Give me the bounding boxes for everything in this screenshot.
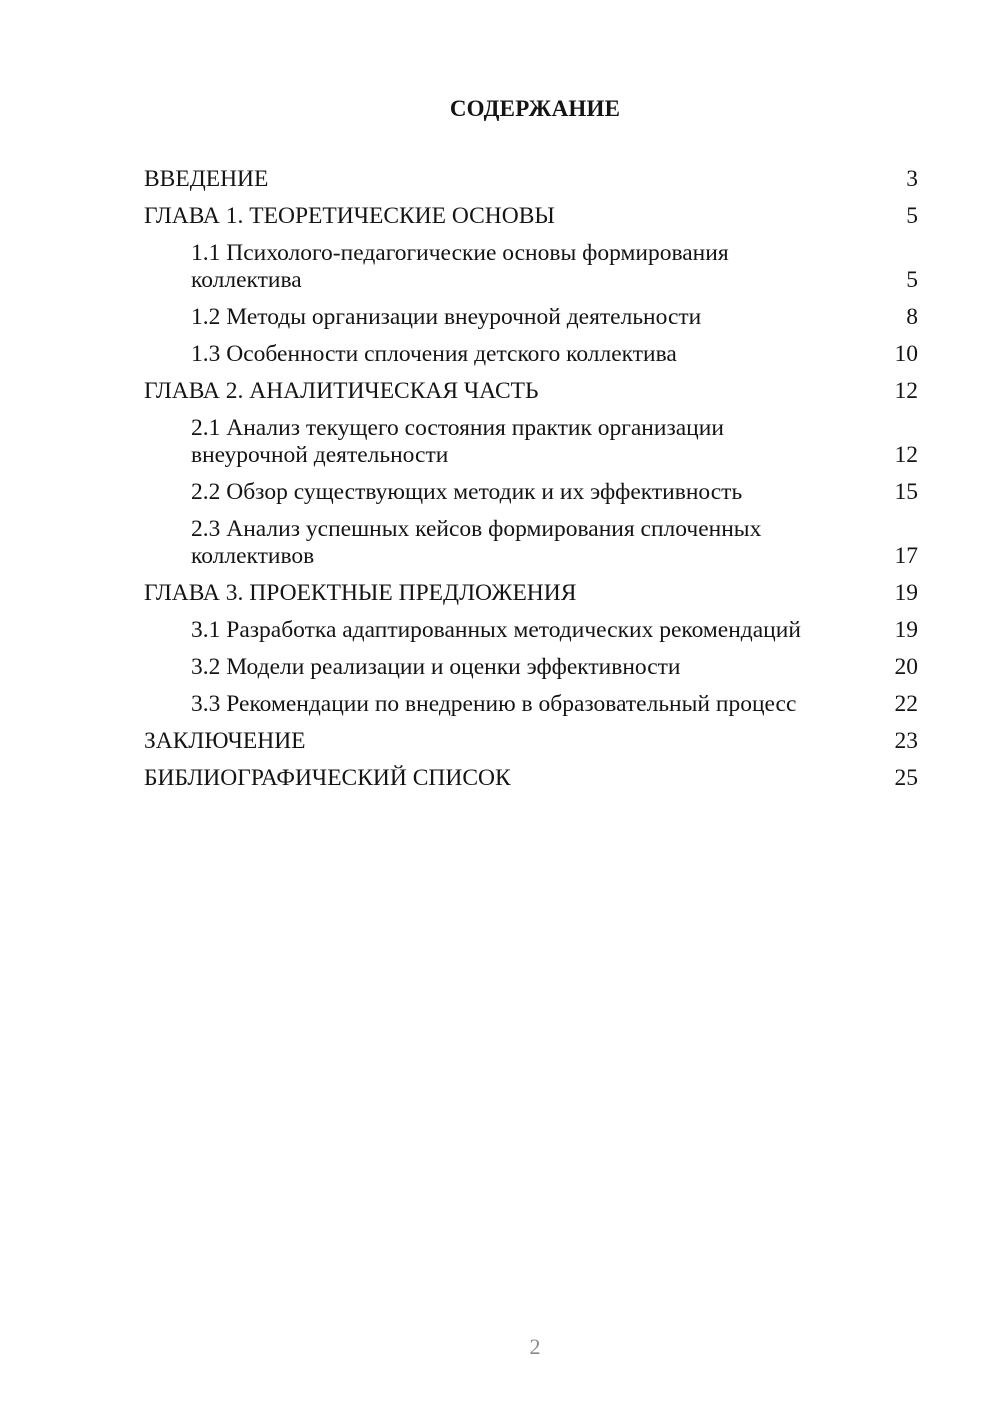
page-number: 2 [529, 1334, 541, 1359]
toc-entry-page: 25 [894, 765, 918, 791]
toc-entry-section-2-2[interactable] [144, 479, 918, 506]
toc-entry-label: ГЛАВА 3. ПРОЕКТНЫЕ ПРЕДЛОЖЕНИЯ [144, 580, 577, 606]
toc-entry-page: 19 [894, 580, 918, 606]
toc-entry-chapter-3[interactable] [144, 580, 918, 607]
page-title: СОДЕРЖАНИЕ [449, 96, 621, 121]
toc-entry-page: 22 [894, 691, 918, 717]
toc-entry-label: 3.1 Разработка адаптированных методических рекомендаций [191, 617, 801, 643]
toc-entry-section-1-3[interactable] [144, 341, 918, 368]
toc-entry-page: 17 [894, 543, 918, 569]
toc-entry-label: ГЛАВА 2. АНАЛИТИЧЕСКАЯ ЧАСТЬ [144, 378, 539, 404]
toc-entry-label: 1.1 Психолого-педагогические основы формирования коллектива [191, 240, 729, 293]
toc-entry-page: 8 [906, 304, 918, 330]
toc-entry-introduction[interactable] [144, 166, 918, 193]
toc-entry-section-2-3[interactable] [144, 516, 918, 570]
toc-entry-label: 1.2 Методы организации внеурочной деятельности [191, 304, 702, 330]
toc-entry-label: 2.1 Анализ текущего состояния практик организации внеурочной деятельности [191, 415, 724, 468]
toc-entry-label: ГЛАВА 1. ТЕОРЕТИЧЕСКИЕ ОСНОВЫ [144, 203, 555, 229]
toc-entry-chapter-2[interactable] [144, 378, 918, 405]
toc-entry-conclusion[interactable] [144, 728, 918, 755]
toc-entry-section-1-1[interactable] [144, 240, 918, 294]
toc-entry-section-3-2[interactable] [144, 654, 918, 681]
toc-entry-section-3-3[interactable] [144, 691, 918, 718]
toc-entry-label: 3.2 Модели реализации и оценки эффективности [191, 654, 681, 680]
toc-entry-page: 5 [906, 203, 918, 229]
toc-entry-label: 3.3 Рекомендации по внедрению в образовательный процесс [191, 691, 797, 717]
toc-entry-page: 3 [906, 166, 918, 192]
toc-entry-label: БИБЛИОГРАФИЧЕСКИЙ СПИСОК [144, 765, 511, 791]
toc-entry-page: 10 [894, 341, 918, 367]
toc-entry-label: 1.3 Особенности сплочения детского коллектива [191, 341, 677, 367]
table-of-contents [144, 166, 918, 802]
toc-entry-section-2-1[interactable] [144, 415, 918, 469]
toc-entry-page: 20 [894, 654, 918, 680]
toc-entry-section-3-1[interactable] [144, 617, 918, 644]
toc-entry-label: 2.2 Обзор существующих методик и их эффективность [191, 479, 743, 505]
toc-entry-page: 15 [894, 479, 918, 505]
toc-entry-label: ЗАКЛЮЧЕНИЕ [144, 728, 306, 754]
toc-entry-section-1-2[interactable] [144, 304, 918, 331]
toc-entry-page: 23 [894, 728, 918, 754]
toc-entry-page: 5 [906, 267, 918, 293]
toc-entry-page: 12 [894, 378, 918, 404]
toc-entry-chapter-1[interactable] [144, 203, 918, 230]
toc-entry-label: ВВЕДЕНИЕ [144, 166, 269, 192]
toc-entry-page: 19 [894, 617, 918, 643]
toc-entry-page: 12 [894, 442, 918, 468]
toc-entry-label: 2.3 Анализ успешных кейсов формирования сплоченных коллективов [191, 516, 762, 569]
toc-entry-bibliography[interactable] [144, 765, 918, 792]
